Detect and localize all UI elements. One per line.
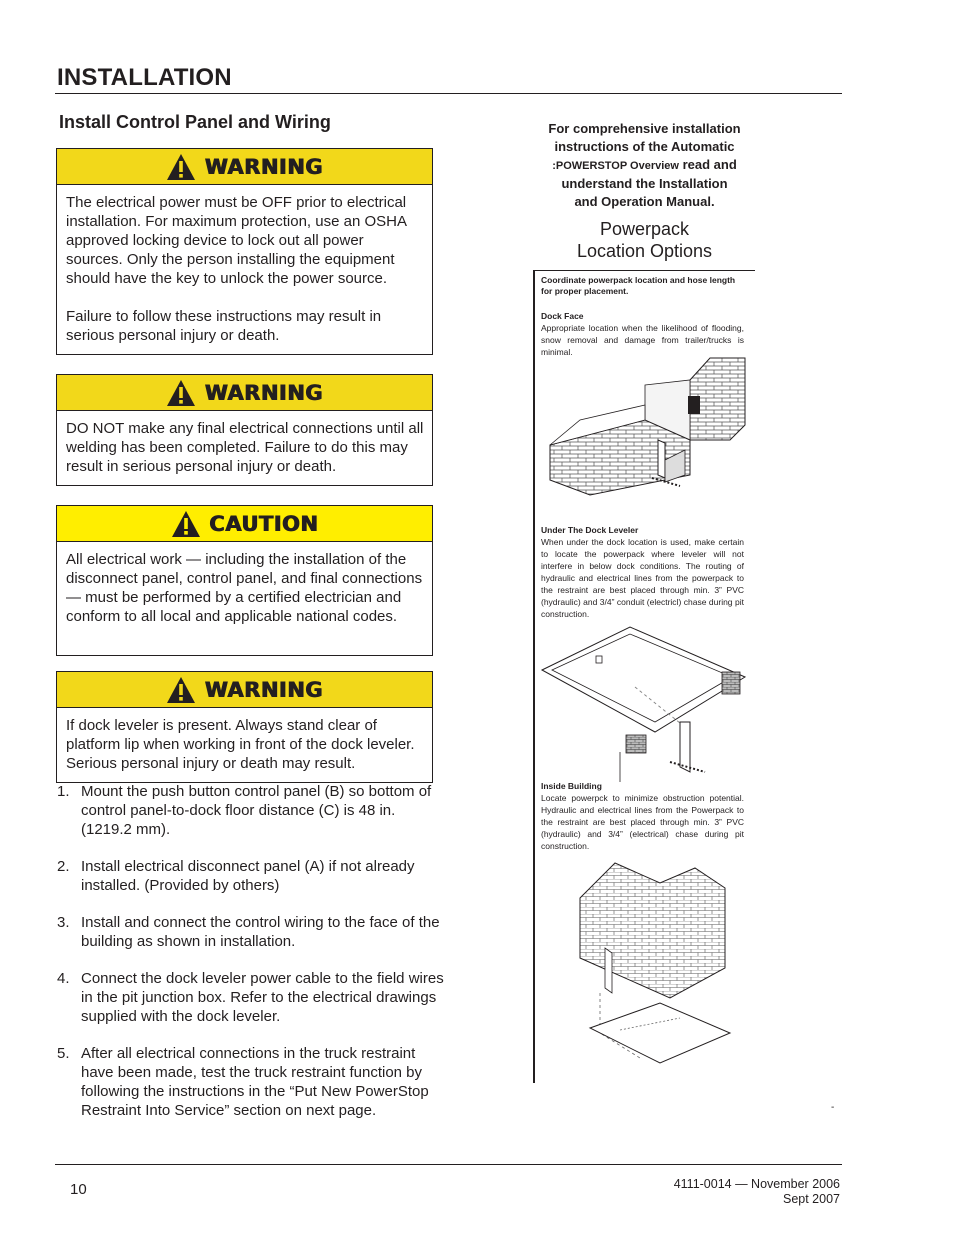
step-text: Install and connect the control wiring to the face of the building as shown in installation. [81, 914, 440, 950]
caution-text: All electrical work — including the installation of the disconnect panel, control panel, and final connections — must be performed by a certified electrician and conform to all local and applicable national codes. [66, 551, 423, 625]
comprehensive-instructions-note [533, 120, 756, 211]
warning-body [57, 185, 432, 355]
step-number: 1. [57, 783, 70, 800]
caution-label: CAUTION [208, 511, 319, 536]
under-dock-leveler-illustration [540, 622, 748, 782]
inside-building-illustration [560, 858, 740, 1068]
warning-label: WARNING [204, 380, 323, 405]
warning-triangle-icon [166, 153, 196, 181]
step-text: Mount the push button control panel (B) so bottom of control panel-to-dock floor distance (C) is 48 in. (1219.2 mm). [81, 783, 432, 838]
warning-box-welding [56, 374, 433, 486]
footer-date: Sept 2007 [783, 1192, 840, 1206]
warning-text: DO NOT make any final electrical connections until all welding has been completed. Failure to do this may result in serious personal injury or death. [66, 420, 424, 475]
warning-box-power-off [56, 148, 433, 355]
title-rule [55, 93, 842, 94]
caution-box-electrical [56, 505, 433, 656]
intro-line [533, 156, 756, 175]
powerpack-title-line: Location Options [576, 241, 713, 261]
step-item [57, 857, 447, 895]
warning-header [57, 672, 432, 708]
warning-label: WARNING [204, 154, 323, 179]
option-title-inside-building: Inside Building [541, 781, 602, 791]
caution-body [57, 542, 432, 636]
intro-tail: read and [678, 157, 737, 172]
caution-header [57, 506, 432, 542]
warning-body [57, 411, 432, 486]
option-text-dock-face: Appropriate location when the likelihood of flooding, snow removal and damage from trailer/trucks is minimal. [541, 323, 744, 357]
footer-doc-number: 4111-0014 — November 2006 [673, 1177, 840, 1191]
warning-header [57, 149, 432, 185]
warning-text: If dock leveler is present. Always stand clear of platform lip when working in front of the dock leveler. Serious personal injury or death may result. [66, 717, 415, 772]
dock-face-illustration [540, 350, 748, 500]
step-item [57, 782, 447, 839]
step-text: Install electrical disconnect panel (A) if not already installed. (Provided by others) [81, 858, 415, 894]
intro-line: instructions of the Automatic [554, 139, 735, 154]
coordinate-note: Coordinate powerpack location and hose length for proper placement. [541, 275, 736, 296]
warning-text: The electrical power must be OFF prior to electrical installation. For maximum protection, use an OSHA approved locking device to lock out all power sources. Only the person installing the equipment should have the key to unlock the power source. [66, 194, 407, 287]
step-text: After all electrical connections in the truck restraint have been made, test the truck restraint function by following the instructions in the “Put New PowerStop Restraint Into Service” section on next page. [81, 1045, 429, 1119]
step-item [57, 1044, 447, 1120]
option-title-under-dock-leveler: Under The Dock Leveler [541, 525, 639, 535]
option-text-inside-building: Locate powerpck to minimize obstruction potential. Hydraulic and electrical lines from the Powerpack to the restraint are best placed through min. 3” PVC (hydraulic) and 3/4” (electrical) chase during pit construction. [541, 793, 744, 851]
installation-steps [57, 782, 447, 1138]
page-number: 10 [70, 1181, 87, 1198]
section-heading: Install Control Panel and Wiring [59, 112, 331, 132]
warning-triangle-icon [166, 379, 196, 407]
intro-line: and Operation Manual. [574, 194, 715, 209]
overview-reference: :POWERSTOP Overview [552, 160, 679, 172]
warning-header [57, 375, 432, 411]
intro-line: For comprehensive installation [548, 121, 741, 136]
intro-line: understand the Installation [561, 176, 728, 191]
option-title-dock-face: Dock Face [541, 311, 584, 321]
document-footer [674, 1177, 840, 1207]
step-item [57, 969, 447, 1026]
stray-mark: - [831, 1102, 835, 1113]
step-text: Connect the dock leveler power cable to the field wires in the pit junction box. Refer to the electrical drawings supplied with the dock leveler. [81, 970, 444, 1025]
option-text-under-dock-leveler: When under the dock location is used, make certain to locate the powerpack where leveler will not interfere in below dock conditions. The routing of hydraulic and electrical lines from the powerpack to the restraint are best placed through min. 3” PVC (hydraulic) and 3/4” conduit (electricl) chase during pit construction. [541, 537, 744, 619]
caution-triangle-icon [171, 510, 201, 538]
step-number: 3. [57, 914, 70, 931]
warning-box-dock-leveler [56, 671, 433, 783]
warning-text: Failure to follow these instructions may result in serious personal injury or death. [66, 308, 382, 344]
warning-body [57, 708, 432, 783]
step-item [57, 913, 447, 951]
powerpack-location-title [533, 218, 756, 262]
step-number: 4. [57, 970, 70, 987]
page-title: INSTALLATION [57, 64, 232, 91]
step-number: 5. [57, 1045, 70, 1062]
warning-triangle-icon [166, 676, 196, 704]
footer-rule [55, 1164, 842, 1165]
warning-label: WARNING [204, 677, 323, 702]
step-number: 2. [57, 858, 70, 875]
powerpack-title-line: Powerpack [599, 219, 690, 239]
